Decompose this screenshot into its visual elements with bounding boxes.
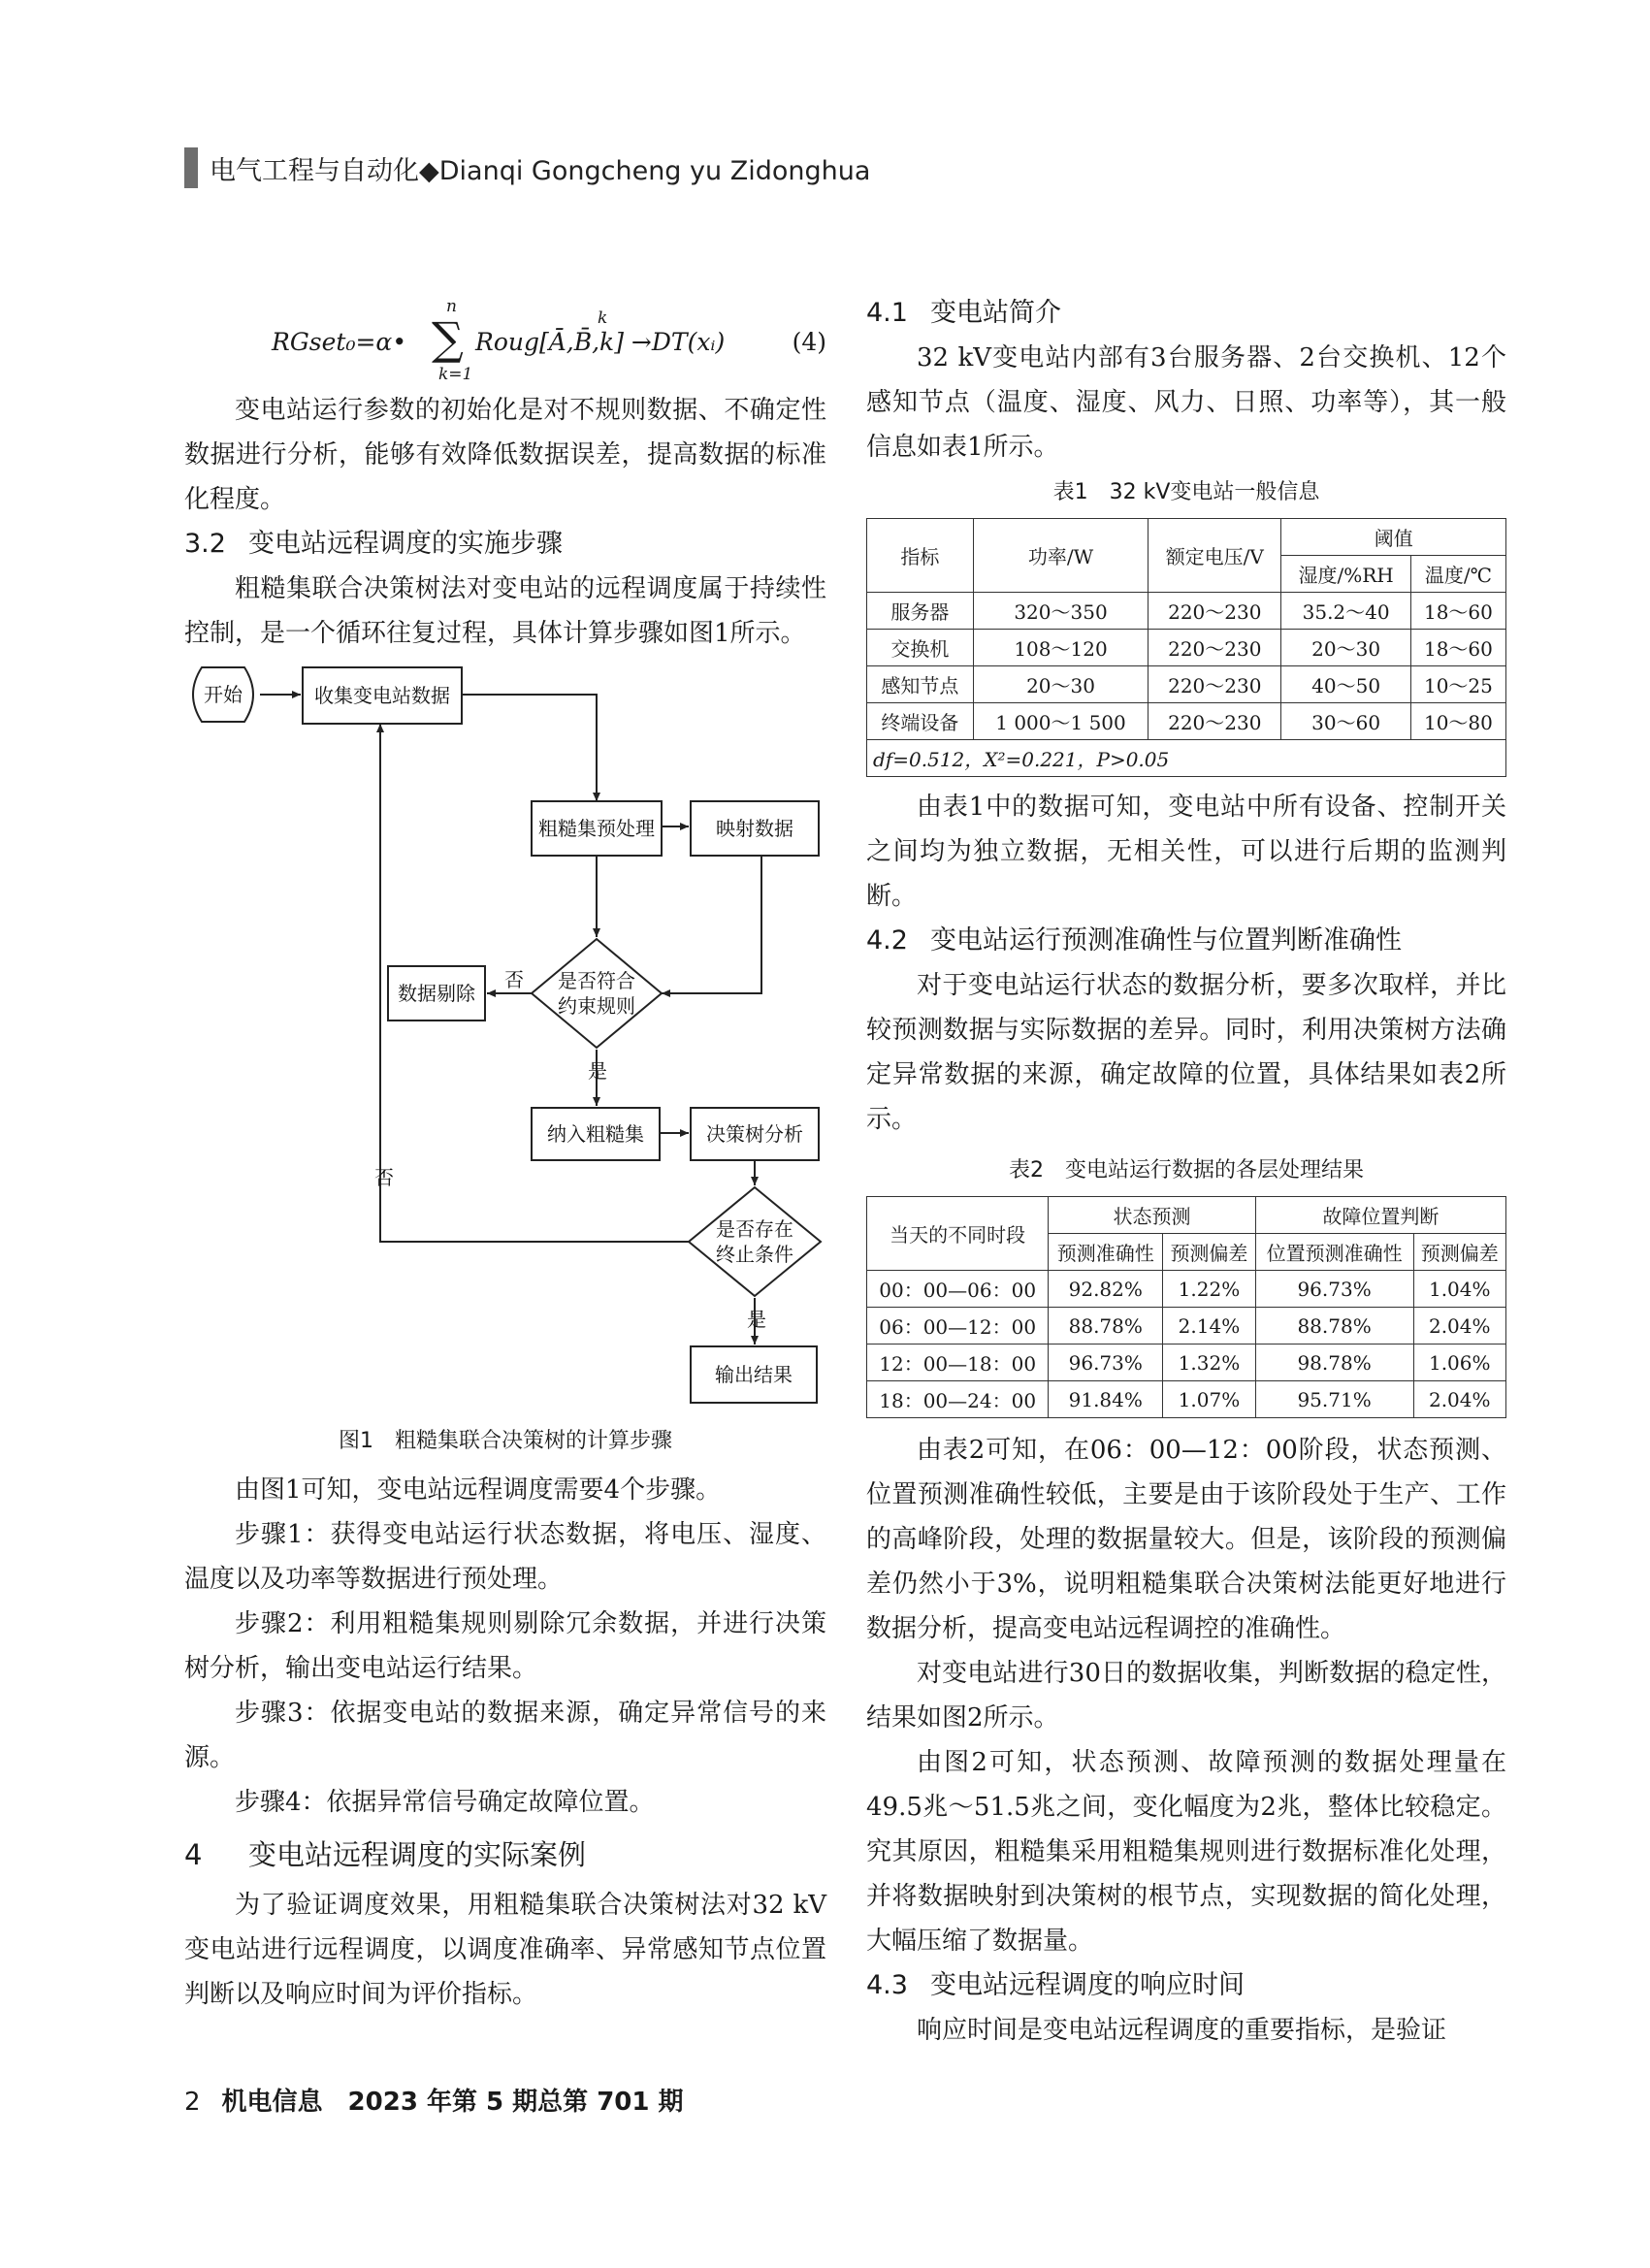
section-title: 变电站运行预测准确性与位置判断准确性 [930, 925, 1402, 956]
table-cell: 96.73% [1049, 1345, 1163, 1381]
table-cell: 220～230 [1149, 666, 1281, 703]
flow-no-1-label: 否 [504, 968, 524, 991]
table-cell: 20～30 [1281, 630, 1410, 666]
table-row [867, 1381, 1506, 1418]
table-2 [866, 1196, 1506, 1418]
table-row [867, 666, 1506, 703]
table-cell: 06：00—12：00 [867, 1308, 1049, 1345]
table-1-caption: 表1 32 kV变电站一般信息 [1052, 480, 1320, 504]
flowchart [184, 660, 826, 1416]
table-row [867, 630, 1506, 666]
section-title: 变电站远程调度的实际案例 [248, 1838, 587, 1871]
running-header [184, 146, 870, 190]
table-cell: 18：00—24：00 [867, 1381, 1049, 1418]
table-header: 位置预测准确性 [1255, 1234, 1413, 1271]
table-cell: 95.71% [1255, 1381, 1413, 1418]
table-note: df=0.512，X²=0.221，P>0.05 [867, 740, 1506, 777]
table-2-caption: 表2 变电站运行数据的各层处理结果 [1009, 1158, 1364, 1183]
flow-preprocess-label: 粗糙集预处理 [538, 817, 655, 840]
paragraph: 步骤4：依据异常信号确定故障位置。 [235, 1788, 655, 1817]
flow-yes-1-label: 是 [588, 1059, 607, 1083]
journal-info: 机电信息 2023 年第 5 期总第 701 期 [221, 2088, 684, 2117]
flow-remove-label: 数据剔除 [398, 982, 475, 1005]
section-heading-4-2 [866, 919, 1506, 963]
section-number: 4.2 [866, 925, 908, 956]
section-heading-4-3 [866, 1963, 1506, 2008]
formula-sum-top: n [446, 297, 457, 316]
table-header: 预测准确性 [1049, 1234, 1163, 1271]
section-heading-4 [184, 1831, 826, 1879]
table-cell: 220～230 [1149, 593, 1281, 630]
section-number: 4.1 [866, 298, 908, 328]
section-number: 3.2 [184, 529, 226, 559]
section-number: 4.3 [866, 1970, 908, 2000]
flow-decision-1-line-1: 是否符合 [558, 969, 635, 992]
table-cell: 终端设备 [867, 703, 974, 740]
table-header: 指标 [867, 519, 974, 593]
flow-yes-2-label: 是 [747, 1308, 766, 1331]
formula-4 [184, 291, 826, 388]
table-cell: 96.73% [1255, 1271, 1413, 1308]
table-cell: 1.22% [1163, 1271, 1255, 1308]
header-bar [184, 147, 198, 188]
table-cell: 10～25 [1410, 666, 1505, 703]
table-cell: 320～350 [973, 593, 1148, 630]
formula-arrow-label: k [598, 308, 608, 328]
paragraph: 32 kV变电站内部有3台服务器、2台交换机、12个感知节点（温度、湿度、风力、日照、功率等），其一般信息如表1所示。 [866, 343, 1506, 462]
table-cell: 感知节点 [867, 666, 974, 703]
formula-rhs: Roug[Ā,B̄,k] →DT(xᵢ) [475, 328, 726, 356]
formula-lhs: RGset₀=α• [272, 328, 407, 356]
paragraph: 对变电站进行30日的数据收集，判断数据的稳定性，结果如图2所示。 [866, 1659, 1506, 1733]
paragraph: 对于变电站运行状态的数据分析，要多次取样，并比较预测数据与实际数据的差异。同时，利用决策树方法确定异常数据的来源，确定故障的位置，具体结果如表2所示。 [866, 971, 1506, 1134]
table-cell: 35.2～40 [1281, 593, 1410, 630]
sum-symbol: ∑ [432, 312, 464, 365]
table-cell: 2.04% [1413, 1381, 1506, 1418]
table-cell: 12：00—18：00 [867, 1345, 1049, 1381]
flow-decision-1-line-2: 约束规则 [558, 994, 635, 1018]
table-header: 湿度/%RH [1281, 556, 1410, 593]
page-footer [184, 2082, 684, 2118]
flow-map-label: 映射数据 [716, 817, 793, 840]
section-number: 4 [184, 1838, 203, 1871]
paragraph: 步骤2：利用粗糙集规则剔除冗余数据，并进行决策树分析，输出变电站运行结果。 [184, 1609, 826, 1683]
table-row [867, 593, 1506, 630]
table-cell: 18～60 [1410, 593, 1505, 630]
table-header: 预测偏差 [1163, 1234, 1255, 1271]
page-number: 2 [184, 2088, 201, 2117]
flow-decision-2-line-1: 是否存在 [716, 1217, 793, 1241]
table-cell: 220～230 [1149, 630, 1281, 666]
paragraph: 由图1可知，变电站远程调度需要4个步骤。 [235, 1475, 722, 1505]
paragraph: 步骤3：依据变电站的数据来源，确定异常信号的来源。 [184, 1699, 826, 1772]
table-header: 状态预测 [1049, 1197, 1255, 1234]
flow-collect-label: 收集变电站数据 [314, 684, 450, 707]
table-cell: 91.84% [1049, 1381, 1163, 1418]
flow-start-label: 开始 [204, 683, 243, 706]
flow-include-label: 纳入粗糙集 [547, 1122, 644, 1146]
table-cell: 98.78% [1255, 1345, 1413, 1381]
table-cell: 10～80 [1410, 703, 1505, 740]
table-cell: 1.32% [1163, 1345, 1255, 1381]
table-cell: 1.04% [1413, 1271, 1506, 1308]
formula-number: (4) [792, 328, 826, 356]
section-title: 变电站简介 [930, 298, 1061, 328]
section-title: 变电站远程调度的响应时间 [930, 1970, 1245, 2000]
section-title: 变电站远程调度的实施步骤 [248, 529, 563, 559]
table-cell: 88.78% [1049, 1308, 1163, 1345]
table-1 [866, 518, 1506, 777]
table-header: 预测偏差 [1413, 1234, 1506, 1271]
paragraph: 粗糙集联合决策树法对变电站的远程调度属于持续性控制，是一个循环往复过程，具体计算步骤如图1所示。 [184, 574, 826, 648]
right-column [866, 291, 1506, 2053]
table-header: 额定电压/V [1149, 519, 1281, 593]
table-header: 当天的不同时段 [867, 1197, 1049, 1271]
table-header: 功率/W [973, 519, 1148, 593]
table-cell: 92.82% [1049, 1271, 1163, 1308]
paragraph: 为了验证调度效果，用粗糙集联合决策树法对32 kV变电站进行远程调度，以调度准确率、异常感知节点位置判断以及响应时间为评价指标。 [184, 1891, 826, 2009]
figure-1-caption: 图1 粗糙集联合决策树的计算步骤 [339, 1429, 672, 1453]
table-cell: 30～60 [1281, 703, 1410, 740]
table-row [867, 703, 1506, 740]
table-cell: 40～50 [1281, 666, 1410, 703]
table-cell: 1.07% [1163, 1381, 1255, 1418]
paragraph: 响应时间是变电站远程调度的重要指标，是验证 [917, 2016, 1447, 2045]
table-cell: 1 000～1 500 [973, 703, 1148, 740]
flow-tree-label: 决策树分析 [706, 1122, 803, 1146]
paragraph: 变电站运行参数的初始化是对不规则数据、不确定性数据进行分析，能够有效降低数据误差，提高数据的标准化程度。 [184, 396, 826, 514]
flow-output-label: 输出结果 [715, 1363, 793, 1386]
paragraph: 步骤1：获得变电站运行状态数据，将电压、湿度、温度以及功率等数据进行预处理。 [184, 1520, 826, 1594]
formula-sum-bottom: k=1 [438, 365, 473, 384]
paragraph: 由图2可知，状态预测、故障预测的数据处理量在49.5兆～51.5兆之间，变化幅度为2兆，整体比较稳定。究其原因，粗糙集采用粗糙集规则进行数据标准化处理，并将数据映射到决策树的根节点，实现数据的简化处理，大幅压缩了数据量。 [866, 1748, 1506, 1956]
header-text: 电气工程与自动化◆Dianqi Gongcheng yu Zidonghua [210, 155, 871, 186]
table-cell: 服务器 [867, 593, 974, 630]
table-cell: 2.04% [1413, 1308, 1506, 1345]
paragraph: 由表2可知，在06：00—12：00阶段，状态预测、位置预测准确性较低，主要是由于该阶段处于生产、工作的高峰阶段，处理的数据量较大。但是，该阶段的预测偏差仍然小于3%，说明粗糙集联合决策树法能更好地进行数据分析，提高变电站远程调控的准确性。 [866, 1436, 1506, 1643]
section-heading-3-2 [184, 522, 826, 567]
paragraph: 由表1中的数据可知，变电站中所有设备、控制开关之间均为独立数据，无相关性，可以进行后期的监测判断。 [866, 793, 1506, 911]
table-header: 故障位置判断 [1255, 1197, 1505, 1234]
flow-decision-2-line-2: 终止条件 [716, 1243, 793, 1266]
table-row [867, 1308, 1506, 1345]
table-header: 阈值 [1281, 519, 1506, 556]
table-cell: 108～120 [973, 630, 1148, 666]
table-cell: 220～230 [1149, 703, 1281, 740]
left-column [184, 291, 826, 2017]
table-cell: 00：00—06：00 [867, 1271, 1049, 1308]
table-cell: 18～60 [1410, 630, 1505, 666]
table-row [867, 1345, 1506, 1381]
flow-no-2-label: 否 [374, 1166, 394, 1189]
table-cell: 88.78% [1255, 1308, 1413, 1345]
table-cell: 2.14% [1163, 1308, 1255, 1345]
table-header: 温度/℃ [1410, 556, 1505, 593]
table-row [867, 1271, 1506, 1308]
table-cell: 20～30 [973, 666, 1148, 703]
table-cell: 1.06% [1413, 1345, 1506, 1381]
section-heading-4-1 [866, 291, 1506, 336]
flow-text-layer [184, 660, 826, 1416]
table-cell: 交换机 [867, 630, 974, 666]
